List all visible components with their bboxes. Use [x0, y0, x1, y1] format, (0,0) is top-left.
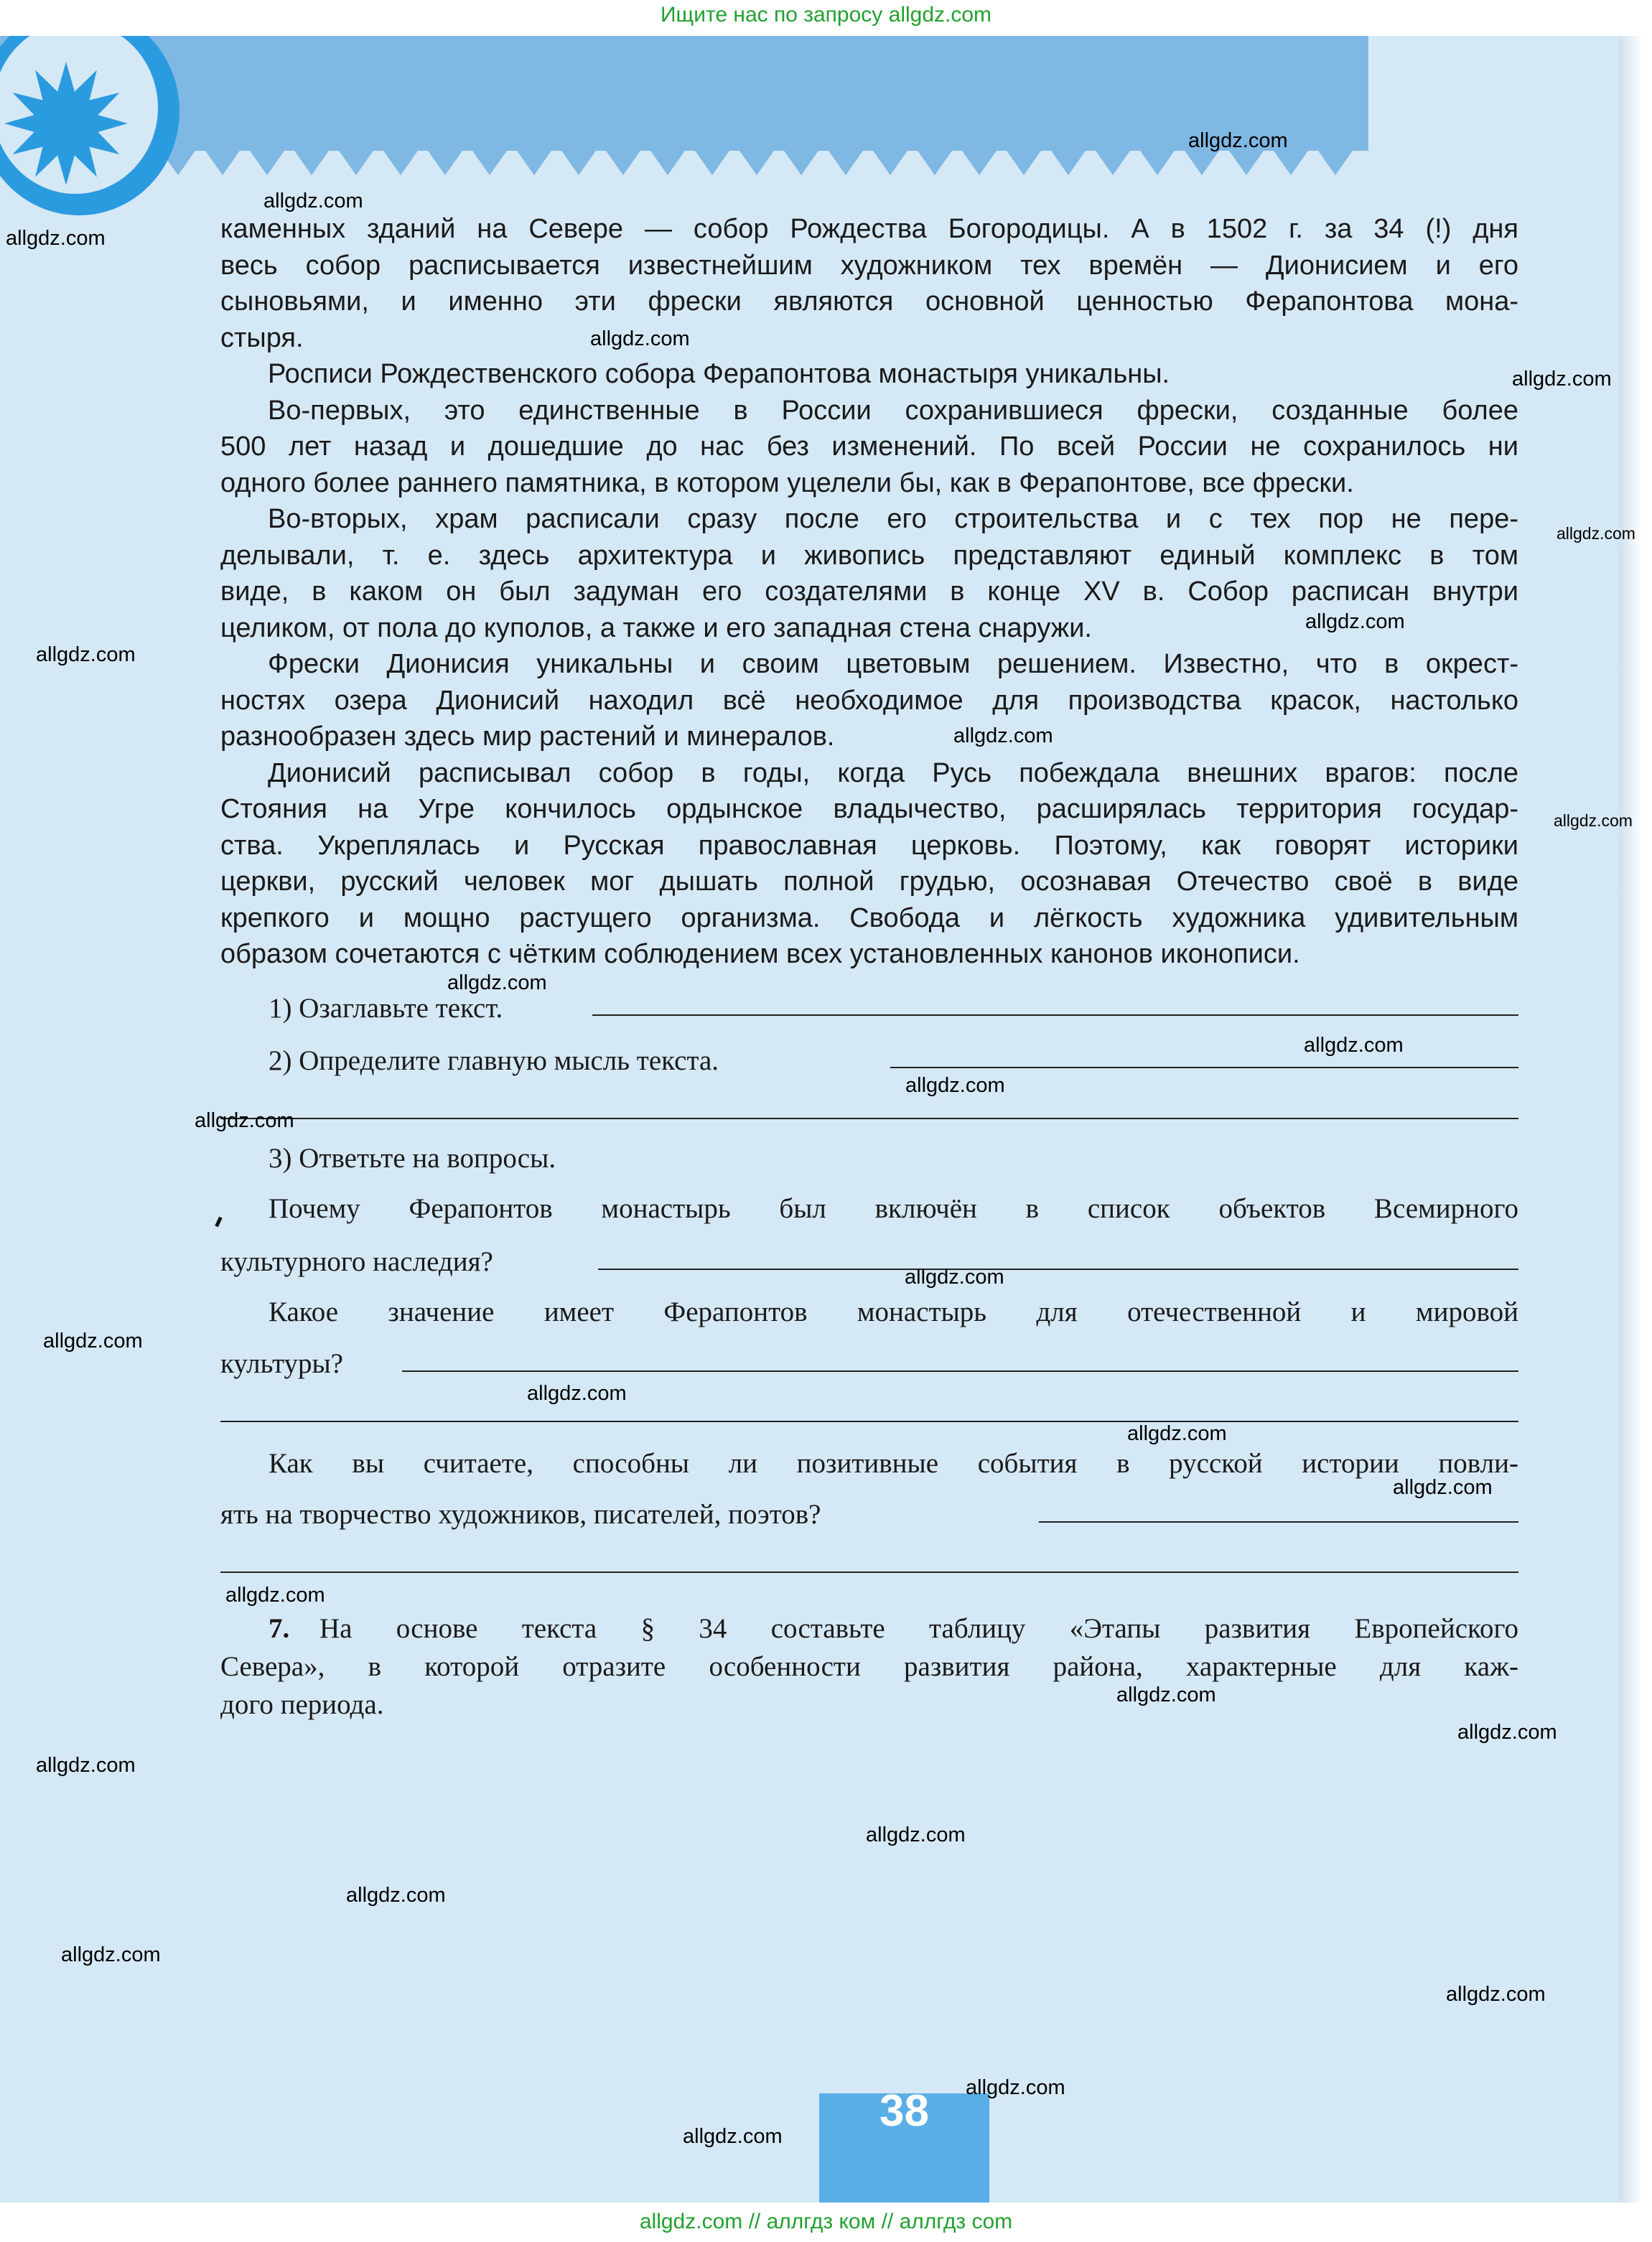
text-line: виде, в каком он был задуман его создателями в конце XV в. Собор расписан внутри	[220, 576, 1518, 607]
text-line: целиком, от пола до куполов, а также и его западная стена снаружи.	[220, 612, 1092, 643]
text-line: Фрески Дионисия уникальны и своим цветовым решением. Известно, что в окрест-	[268, 649, 1518, 679]
text-line: Дионисий расписывал собор в годы, когда Русь побеждала внешних врагов: после	[268, 757, 1518, 788]
text-line: стыря.	[220, 322, 304, 353]
text-line: образом сочетаются с чётким соблюдением всех установленных канонов иконописи.	[220, 939, 1300, 969]
watermark-text: allgdz.com	[1127, 1422, 1227, 1445]
text-line: разнообразен здесь мир растений и минералов.	[220, 721, 835, 752]
watermark-text: allgdz.com	[1393, 1476, 1493, 1499]
watermark-text: allgdz.com	[36, 643, 136, 666]
task-7-number: 7.	[269, 1613, 290, 1644]
text-line: Стояния на Угре кончилось ордынское владычество, расширялась территория государ-	[220, 794, 1518, 824]
watermark-text: allgdz.com	[6, 227, 106, 250]
watermark-text: allgdz.com	[225, 1584, 325, 1607]
paragraph-4	[220, 501, 1518, 610]
bottom-banner-links[interactable]: allgdz.com // аллгдз ком // аллгдз com	[639, 2210, 1013, 2233]
paragraph-2	[220, 356, 1518, 393]
watermark-text: allgdz.com	[953, 724, 1053, 747]
answer-line[interactable]	[598, 1269, 1518, 1270]
watermark-text: allgdz.com	[1446, 1983, 1546, 2006]
paragraph-5	[220, 646, 1518, 719]
text-line: церкви, русский человек мог дышать полной грудью, осознавая Отечество своё в виде	[220, 867, 1518, 897]
top-banner-link[interactable]: Ищите нас по запросу allgdz.com	[660, 3, 992, 27]
answer-line[interactable]	[220, 1571, 1518, 1573]
watermark-text: allgdz.com	[866, 1823, 966, 1846]
watermark-text: allgdz.com	[966, 2076, 1065, 2099]
text-line: Во-первых, это единственные в России сохранившиеся фрески, созданные более	[268, 395, 1518, 426]
watermark-text: allgdz.com	[195, 1109, 294, 1132]
text-line: ства. Укреплялась и Русская православная церковь. Поэтому, как говорят историки	[220, 830, 1518, 861]
watermark-text: allgdz.com	[1304, 1034, 1404, 1057]
paragraph-1	[220, 211, 1518, 320]
answer-line[interactable]	[220, 1421, 1518, 1422]
watermark-text: allgdz.com	[1554, 811, 1633, 830]
watermark-text: allgdz.com	[36, 1754, 136, 1777]
text-line: одного более раннего памятника, в котором уцелели бы, как в Ферапонтове, все фрески.	[220, 467, 1354, 498]
question-2-line-2: культуры?	[220, 1348, 343, 1379]
watermark-text: allgdz.com	[590, 327, 690, 350]
paragraph-3	[220, 393, 1518, 465]
watermark-text: allgdz.com	[1557, 524, 1635, 543]
header-zigzag	[0, 144, 1368, 215]
watermark-text: allgdz.com	[346, 1884, 446, 1907]
answer-line[interactable]	[592, 1014, 1518, 1016]
paragraph-1-end	[220, 320, 1518, 357]
question-3-line-1: Как вы считаете, способны ли позитивные события в русской истории повли-	[269, 1448, 1518, 1479]
watermark-text: allgdz.com	[61, 1943, 161, 1966]
paragraph-6	[220, 755, 1518, 937]
text-line: Росписи Рождественского собора Ферапонтова монастыря уникальны.	[268, 359, 1170, 389]
answer-line[interactable]	[220, 1118, 1518, 1119]
paragraph-3-end	[220, 465, 1518, 502]
watermark-text: allgdz.com	[1305, 610, 1405, 633]
watermark-text: allgdz.com	[1512, 368, 1612, 391]
paragraph-5-end	[220, 719, 1518, 755]
watermark-text: allgdz.com	[905, 1266, 1004, 1289]
text-line: 500 лет назад и дошедшие до нас без изменений. По всей России не сохранилось ни	[220, 431, 1518, 462]
answer-line[interactable]	[890, 1067, 1518, 1068]
watermark-text: allgdz.com	[263, 190, 363, 212]
watermark-text: allgdz.com	[1116, 1683, 1216, 1706]
task-7-line-3: дого периода.	[220, 1689, 384, 1720]
watermark-text: allgdz.com	[905, 1074, 1005, 1097]
article-text	[220, 211, 1518, 973]
question-1-line-1: Почему Ферапонтов монастырь был включён в список объектов Всемирного	[269, 1193, 1518, 1224]
text-line: каменных зданий на Севере — собор Рождества Богородицы. А в 1502 г. за 34 (!) дня	[220, 214, 1518, 244]
watermark-text: allgdz.com	[1188, 129, 1288, 152]
watermark-text: allgdz.com	[447, 971, 547, 994]
task-1-label: 1) Озаглавьте текст.	[269, 993, 503, 1024]
question-2-line-1: Какое значение имеет Ферапонтов монастырь для отечественной и мировой	[269, 1297, 1518, 1327]
text-line: Во-вторых, храм расписали сразу после его строительства и с тех пор не пере-	[268, 504, 1518, 534]
question-3-line-2: ять на творчество художников, писателей, поэтов?	[220, 1499, 821, 1530]
watermark-text: allgdz.com	[683, 2125, 783, 2148]
watermark-text: allgdz.com	[43, 1330, 143, 1353]
task-2-label: 2) Определите главную мысль текста.	[269, 1045, 719, 1076]
watermark-text: allgdz.com	[1457, 1721, 1557, 1744]
scan-edge	[1619, 29, 1652, 2211]
answer-line[interactable]	[1039, 1521, 1518, 1523]
text-line: ностях озера Дионисий находил всё необходимое для производства красок, настолько	[220, 685, 1518, 716]
text-line: делывали, т. е. здесь архитектура и живопись представляют единый комплекс в том	[220, 540, 1518, 571]
page-number: 38	[879, 2086, 929, 2136]
header-band	[0, 36, 1368, 151]
task-7-line-2: Севера», в которой отразите особенности развития района, характерные для каж-	[220, 1651, 1518, 1682]
star-logo-icon	[0, 57, 158, 215]
question-1-line-2: культурного наследия?	[220, 1246, 493, 1277]
answer-line[interactable]	[402, 1370, 1518, 1372]
paragraph-6-end	[220, 936, 1518, 973]
watermark-text: allgdz.com	[527, 1382, 627, 1405]
task-7-line-1: На основе текста § 34 составьте таблицу «Этапы развития Европейского	[319, 1613, 1518, 1644]
text-line: сыновьями, и именно эти фрески являются основной ценностью Ферапонтова мона-	[220, 286, 1518, 317]
task-3-label: 3) Ответьте на вопросы.	[269, 1143, 556, 1174]
text-line: крепкого и мощно растущего организма. Свобода и лёгкость художника удивительным	[220, 902, 1518, 933]
text-line: весь собор расписывается известнейшим художником тех времён — Дионисием и его	[220, 250, 1518, 281]
